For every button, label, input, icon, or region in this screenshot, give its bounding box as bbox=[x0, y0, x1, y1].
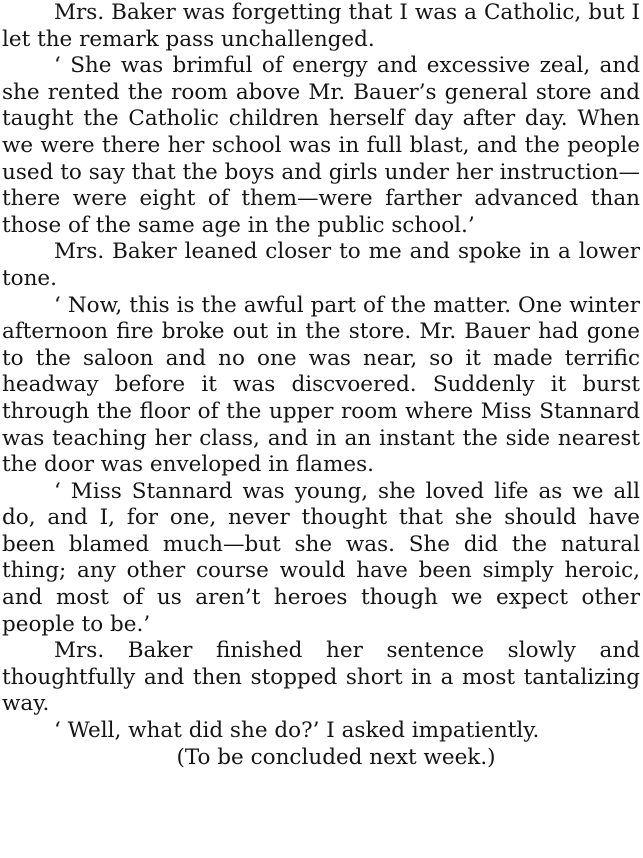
paragraph-3: Mrs. Baker leaned closer to me and spoke in a lower tone. bbox=[2, 239, 640, 291]
paragraph-7: ‘ Well, what did she do?’ I asked impatiently. bbox=[54, 718, 540, 744]
paragraph-5: ‘ Miss Stannard was young, she loved life as we all do, and I, for one, never thought that she should have been blamed much—but she was. She did the natural thing; any other course would have been simply heroic, and most of us aren’t heroes though we expect other people to be.’ bbox=[2, 478, 640, 637]
continuation-note: (To be concluded next week.) bbox=[176, 744, 496, 770]
paragraph-2: ‘ She was brimful of energy and excessive zeal, and she rented the room above Mr. Bauer’s general store and taught the Catholic children herself day after day. When we were there her school was in full blast, and the people used to say that the boys and girls under her instruction—there were eight of them—were farther advanced than those of the same age in the public school.’ bbox=[2, 53, 640, 238]
paragraph-4: ‘ Now, this is the awful part of the matter. One winter afternoon fire broke out in the store. Mr. Bauer had gone to the saloon and no one was near, so it made terrific headway before it was discvoered. Suddenly it burst through the floor of the upper room where Miss Stannard was teaching her class, and in an instant the side nearest the door was enveloped in flames. bbox=[2, 292, 640, 478]
paragraph-1: Mrs. Baker was forgetting that I was a Catholic, but I let the remark pass unchallenged. bbox=[2, 0, 640, 52]
document-page bbox=[2, 0, 640, 771]
paragraph-6: Mrs. Baker finished her sentence slowly and thoughtfully and then stopped short in a most tantalizing way. bbox=[2, 638, 640, 717]
